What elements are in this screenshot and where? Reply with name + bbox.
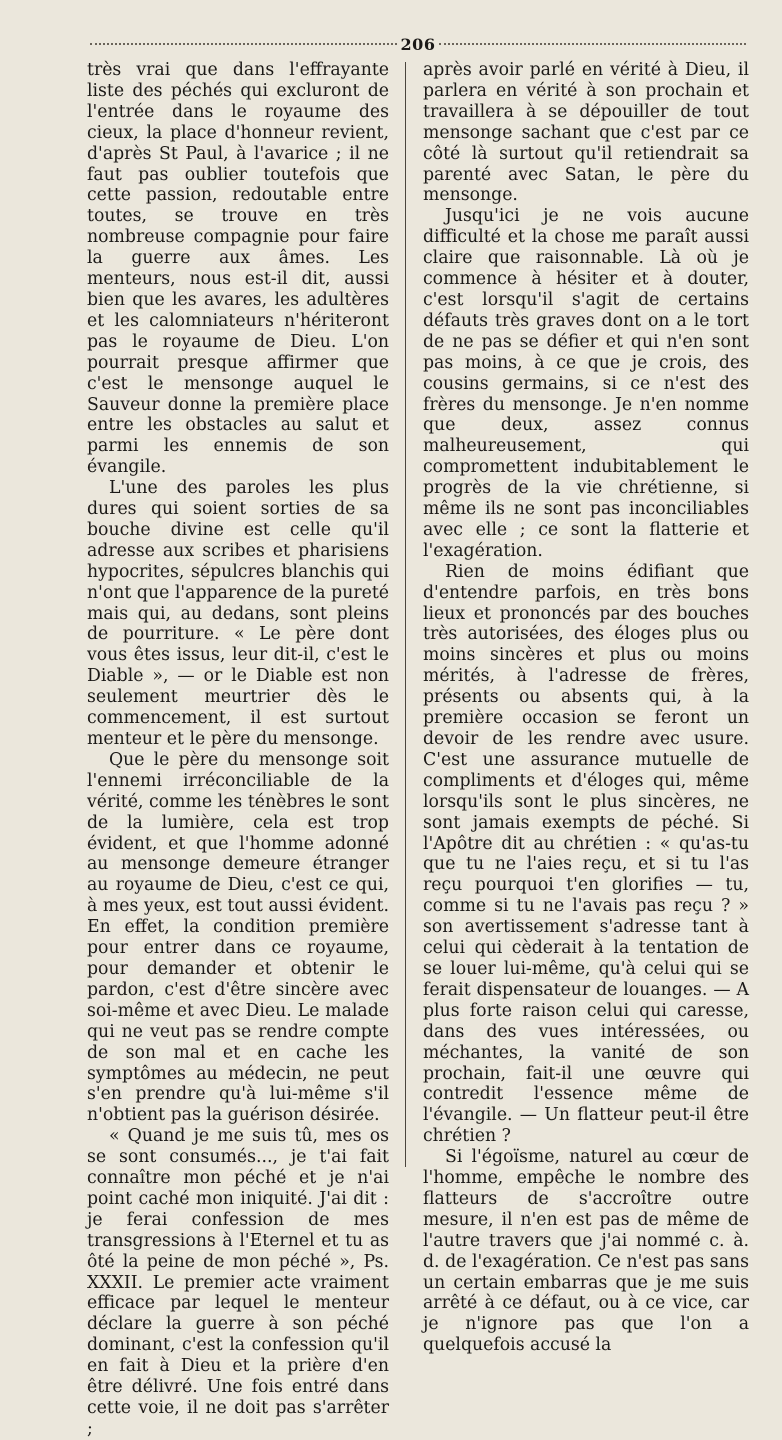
header-rule-left (90, 43, 397, 45)
page-number: 206 (400, 34, 436, 54)
paragraph: Rien de moins édifiant que d'entendre parfois, en très bons lieux et prononcés par des bouches très autorisées, des éloges plus ou moins sincères et plus ou moins mérités, à l'adresse de frères, présents ou absents qui, à la première occasion se feront un devoir de les rendre avec usure. C'est une assurance mutuelle de compliments et d'éloges qui, même lorsqu'ils sont le plus sincères, ne sont jamais exempts de péché. Si l'Apôtre dit au chrétien : « qu'as-tu que tu ne l'aies reçu, et si tu l'as reçu pourquoi t'en glorifies — tu, comme si tu ne l'avais pas reçu ? » son avertissement s'adresse tant à celui qui cèderait à la tentation de se louer lui-même, qu'à celui qui se ferait dispensateur de louanges. — A plus forte raison celui qui caresse, dans des vues intéressées, ou méchantes, la vanité de son prochain, fait-il une œuvre qui contredit l'essence même de l'évangile. — Un flatteur peut-il être chrétien ? (423, 561, 749, 1147)
paragraph: très vrai que dans l'effrayante liste des péchés qui excluront de l'entrée dans le royaume des cieux, la place d'honneur revient, d'après St Paul, à l'avarice ; il ne faut pas oublier toutefois que cette passion, redoutable entre toutes, se trouve en très nombreuse compagnie pour faire la guerre aux âmes. Les menteurs, nous est-il dit, aussi bien que les avares, les adultères et les calomniateurs n'hériteront pas le royaume de Dieu. L'on pourrait presque affirmer que c'est le mensonge auquel le Sauveur donne la première place entre les obstacles au salut et parmi les ennemis de son évangile. (87, 60, 389, 478)
paragraph: Jusqu'ici je ne vois aucune difficulté et la chose me paraît aussi claire que raisonnable. Là où je commence à hésiter et à douter, c'est lorsqu'il s'agit de certains défauts très graves dont on a le tort de ne pas se défier et qui n'en sont pas moins, à ce que je crois, des cousins germains, si ce n'est des frères du mensonge. Je n'en nomme que deux, assez connus malheureusement, qui compromettent indubitablement le progrès de la vie chrétienne, si même ils ne sont pas inconciliables avec elle ; ce sont la flatterie et l'exagération. (423, 206, 749, 561)
header-rule-right (439, 43, 746, 45)
paragraph: « Quand je me suis tû, mes os se sont consumés..., je t'ai fait connaître mon péché et je n'ai point caché mon iniquité. J'ai dit : je ferai confession de mes transgressions à l'Eternel et tu as ôté la peine de mon péché », Ps. XXXII. Le premier acte vraiment efficace par lequel le menteur déclare la guerre à son péché dominant, c'est la confession qu'il en fait à Dieu et la prière d'en être délivré. Une fois entré dans cette voie, il ne doit pas s'arrêter ; (87, 1126, 389, 1439)
paragraph: Que le père du mensonge soit l'ennemi irréconciliable de la vérité, comme les ténèbres le sont de la lumière, cela est trop évident, et que l'homme adonné au mensonge demeure étranger au royaume de Dieu, c'est ce qui, à mes yeux, est tout aussi évident. En effet, la condition première pour entrer dans ce royaume, pour demander et obtenir le pardon, c'est d'être sincère avec soi-même et avec Dieu. Le malade qui ne veut pas se rendre compte de son mal et en cache les symptômes au médecin, ne peut s'en prendre qu'à lui-même s'il n'obtient pas la guérison désirée. (87, 749, 389, 1126)
paragraph: L'une des paroles les plus dures qui soient sorties de sa bouche divine est celle qu'il adresse aux scribes et pharisiens hypocrites, sépulcres blanchis qui n'ont que l'apparence de la pureté mais qui, au dedans, sont pleins de pourriture. « Le père dont vous êtes issus, leur dit-il, c'est le Diable », — or le Diable est non seulement meurtrier dès le commencement, il est surtout menteur et le père du mensonge. (87, 478, 389, 749)
paragraph: Si l'égoïsme, naturel au cœur de l'homme, empêche le nombre des flatteurs de s'accroître outre mesure, il n'en est pas de même de l'autre travers que j'ai nommé c. à. d. de l'exagération. Ce n'est pas sans un certain embarras que je me suis arrêté à ce défaut, ou à ce vice, car je n'ignore pas que l'on a quelquefois accusé la (423, 1147, 749, 1356)
paragraph: après avoir parlé en vérité à Dieu, il parlera en vérité à son prochain et travaillera à se dépouiller de tout mensonge sachant que c'est par ce côté là surtout qu'il retiendrait sa parenté avec Satan, le père du mensonge. (423, 60, 749, 206)
column-divider (405, 62, 406, 1167)
right-column (423, 60, 749, 1356)
page-header (90, 34, 746, 54)
left-column (87, 60, 389, 1439)
